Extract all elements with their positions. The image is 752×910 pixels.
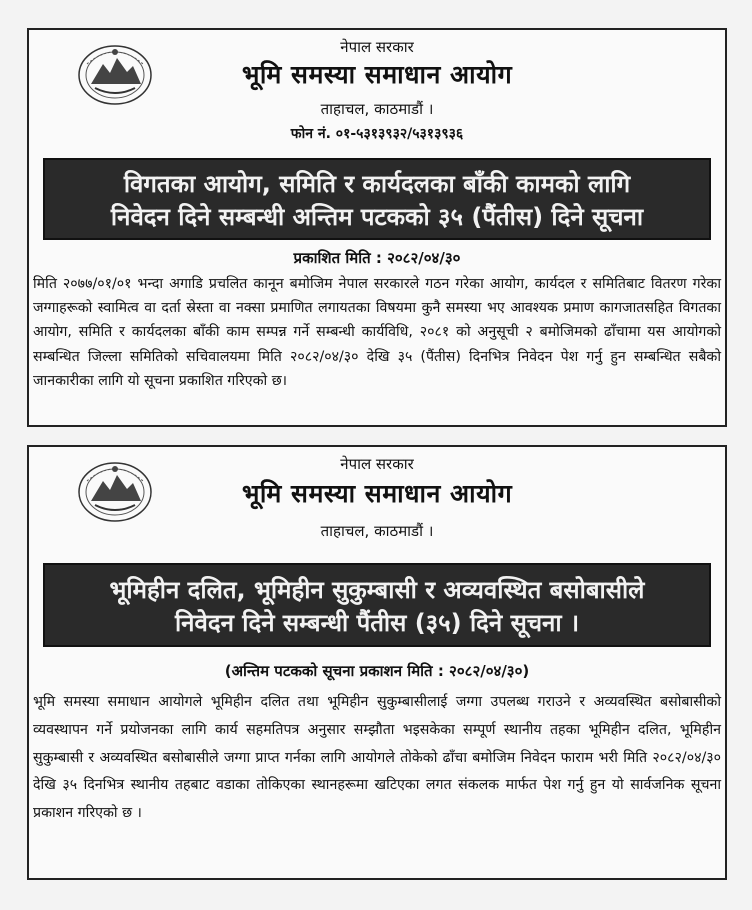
- published-date: प्रकाशित मिति : २०८२/०४/३०: [293, 249, 461, 267]
- heading-line-1: विगतका आयोग, समिति र कार्यदलका बाँकी कामको लागि: [123, 170, 631, 198]
- government-name: नेपाल सरकार: [340, 455, 414, 473]
- organization-address: ताहाचल, काठमाडौं ।: [320, 522, 434, 540]
- heading-line-1: भूमिहीन दलित, भूमिहीन सुकुम्बासी र अव्यवस्थित बसोबासीले: [109, 576, 645, 604]
- notice-heading-banner: [43, 563, 711, 647]
- notice-body: भूमि समस्या समाधान आयोगले भूमिहीन दलित तथा भूमिहीन सुकुम्बासीलाई जग्गा उपलब्ध गराउने र अव्यवस्थित बसोबासीको व्यवस्थापन गर्ने प्रयोजनका लागि कार्य सहमतिपत्र अनुसार सम्झौता भइसकेका सम्पूर्ण स्थानीय तहका भूमिहीन दलित, भूमिहीन सुकुम्बासी र अव्यवस्थित बसोबासीले जग्गा प्राप्त गर्नका लागि आयोगले तोकेको ढाँचा बमोजिम निवेदन फाराम भरी मिति २०८२/०४/३० देखि ३५ दिनभित्र स्थानीय तहबाट वडाका तोकिएका स्थानहरूमा खटिएका लगत संकलक मार्फत पेश गर्नु हुन यो सार्वजनिक सूचना प्रकाशन गरिएको छ ।: [33, 694, 721, 822]
- government-name: नेपाल सरकार: [340, 38, 414, 56]
- published-date: (अन्तिम पटकको सूचना प्रकाशन मिति : २०८२/०४/३०): [224, 662, 530, 680]
- organization-phone: फोन नं. ०१-५३१३९३२/५३१३९३६: [290, 126, 464, 142]
- organization-name: भूमि समस्या समाधान आयोग: [241, 60, 513, 89]
- heading-line-2: निवेदन दिने सम्बन्धी अन्तिम पटकको ३५ (पैंतीस) दिने सूचना: [110, 203, 644, 231]
- heading-line-2: निवेदन दिने सम्बन्धी पैंतीस (३५) दिने सूचना ।: [174, 609, 580, 637]
- notice-panel-1: [27, 28, 727, 427]
- notice-body: मिति २०७७/०१/०१ भन्दा अगाडि प्रचलित कानून बमोजिम नेपाल सरकारले गठन गरेका आयोग, कार्यदल र समितिबाट वितरण गरेका जग्गाहरूको स्वामित्व वा दर्ता स्रेस्ता वा नक्सा प्रमाणित लगायतका विषयमा कुनै समस्या भए आवश्यक प्रमाण कागजातसहित विगतका आयोग, समिति र कार्यदलका बाँकी काम सम्पन्न गर्ने सम्बन्धी कार्यविधि, २०८१ को अनुसूची २ बमोजिमको ढाँचामा यस आयोगको सम्बन्धित जिल्ला समितिको सचिवालयमा मिति २०८२/०४/३० देखि ३५ (पैंतीस) दिनभित्र निवेदन पेश गर्नु हुन सम्बन्धित सबैको जानकारीका लागि यो सूचना प्रकाशित गरिएको छ।: [33, 276, 721, 389]
- organization-address: ताहाचल, काठमाडौं ।: [320, 100, 434, 118]
- notice-heading-banner: [43, 158, 711, 240]
- organization-name: भूमि समस्या समाधान आयोग: [241, 479, 513, 508]
- notice-panel-2: [27, 445, 727, 880]
